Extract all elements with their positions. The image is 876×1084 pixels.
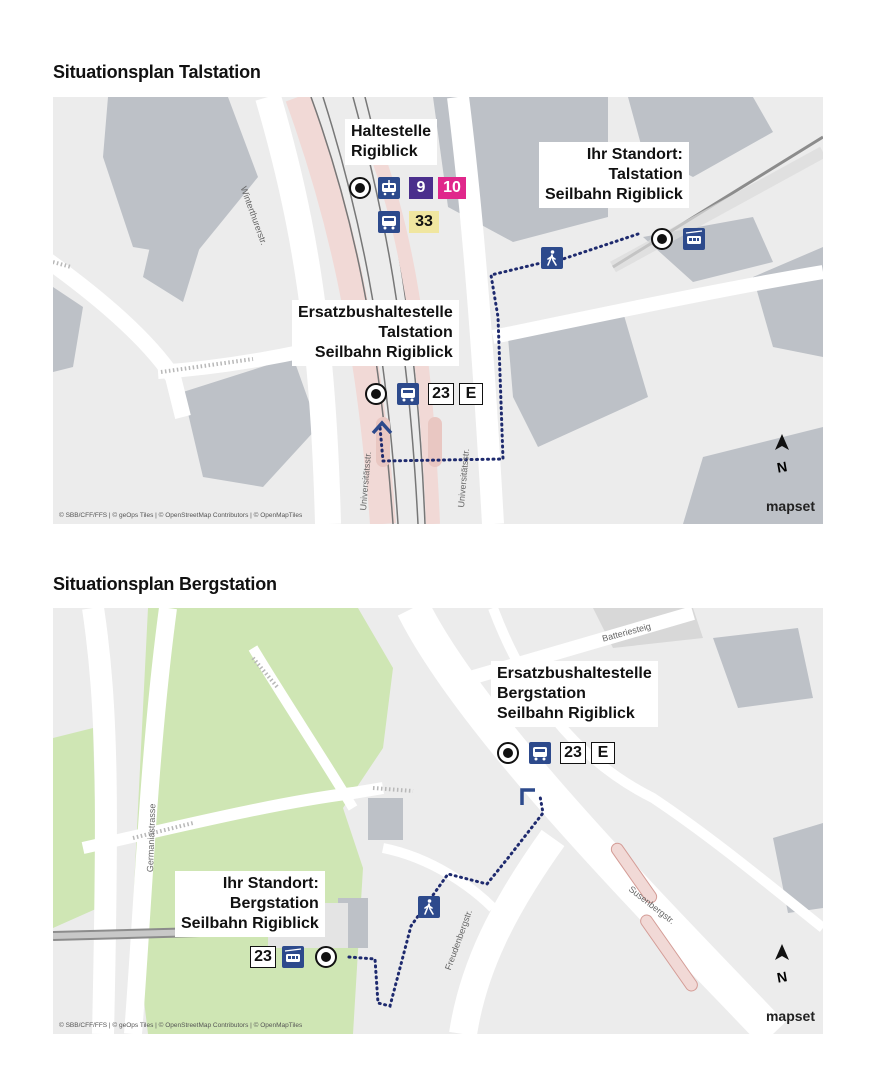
ersatz-tal-stop-icon[interactable] — [365, 383, 387, 405]
standort-stop-icon[interactable] — [651, 228, 673, 250]
mapset-logo: mapset — [765, 498, 815, 514]
standort-line1: Ihr Standort: — [586, 146, 683, 163]
street-germaniastrasse: Germaniastrasse — [145, 803, 158, 873]
ersatz-berg-line1: Ersatzbushaltestelle — [497, 665, 652, 682]
route-9-badge: 9 — [409, 177, 433, 199]
north-arrow-talstation — [773, 434, 791, 475]
haltestelle-line1: Haltestelle — [351, 123, 432, 140]
ersatz-tal-line2: Talstation — [378, 324, 453, 341]
tram-icon — [378, 177, 400, 199]
mapset-logo-berg: mapset — [765, 1008, 815, 1024]
ersatz-berg-line3: Seilbahn Rigiblick — [497, 705, 635, 722]
ersatz-berg-stop-icon[interactable] — [497, 742, 519, 764]
ersatz-bergstation-label — [491, 661, 658, 727]
ersatz-berg-e-badge: E — [591, 742, 615, 764]
haltestelle-line2: Rigiblick — [351, 143, 418, 160]
bergstation-map[interactable] — [53, 608, 823, 1034]
ersatz-tal-line3: Seilbahn Rigiblick — [314, 344, 453, 361]
standort-bergstation-label — [175, 871, 325, 937]
haltestelle-rigiblick-label — [345, 119, 437, 165]
standort-berg-route-23-badge: 23 — [250, 946, 276, 968]
bergstation-map-background — [53, 608, 823, 1034]
bus-icon — [378, 211, 400, 233]
haltestelle-stop-icon[interactable] — [349, 177, 371, 199]
ersatz-tal-route-23-badge: 23 — [428, 383, 454, 405]
standort-berg-line2: Bergstation — [229, 895, 319, 912]
cable-car-icon — [683, 228, 705, 250]
standort-berg-line1: Ihr Standort: — [222, 875, 319, 892]
street-universitaetsstr-left: Universitätsstr. — [358, 451, 374, 511]
ersatz-berg-bus-icon — [529, 742, 551, 764]
north-arrow-icon — [773, 434, 791, 456]
route-33-badge: 33 — [409, 211, 439, 233]
standort-talstation-label — [539, 142, 689, 208]
standort-berg-cable-car-icon — [282, 946, 304, 968]
map-credit-berg: © SBB/CFF/FFS | © geOps Tiles | © OpenStreetMap Contributors | © OpenMapTiles — [59, 1022, 303, 1029]
north-label: N — [775, 458, 789, 476]
ersatz-berg-route-23-badge: 23 — [560, 742, 586, 764]
route-10-badge: 10 — [438, 177, 466, 199]
north-arrow-bergstation — [773, 944, 791, 985]
berg-walking-icon — [418, 896, 440, 918]
ersatz-tal-bus-icon — [397, 383, 419, 405]
talstation-map[interactable] — [53, 97, 823, 524]
walking-icon — [541, 247, 563, 269]
standort-line2: Talstation — [608, 166, 683, 183]
street-freudenbergstr: Freudenbergstr. — [443, 908, 475, 972]
talstation-title: Situationsplan Talstation — [53, 62, 261, 82]
standort-berg-line3: Seilbahn Rigiblick — [181, 915, 319, 932]
north-berg-label: N — [775, 968, 789, 986]
street-susenbergstr: Susenbergstr. — [626, 884, 677, 927]
map-credit: © SBB/CFF/FFS | © geOps Tiles | © OpenStreetMap Contributors | © OpenMapTiles — [59, 512, 303, 519]
north-arrow-berg-icon — [773, 944, 791, 966]
ersatz-tal-e-badge: E — [459, 383, 483, 405]
street-winterthurerstr: Winterthurerstr. — [238, 185, 270, 247]
standort-berg-stop-icon[interactable] — [315, 946, 337, 968]
bergstation-title: Situationsplan Bergstation — [53, 574, 277, 594]
street-batteriesteig: Batteriesteig — [601, 621, 652, 644]
ersatz-talstation-label — [292, 300, 459, 366]
ersatz-berg-line2: Bergstation — [497, 685, 586, 702]
standort-line3: Seilbahn Rigiblick — [545, 186, 683, 203]
ersatz-tal-line1: Ersatzbushaltestelle — [298, 304, 453, 321]
street-universitaetsstr-right: Universitätsstr. — [456, 448, 472, 508]
